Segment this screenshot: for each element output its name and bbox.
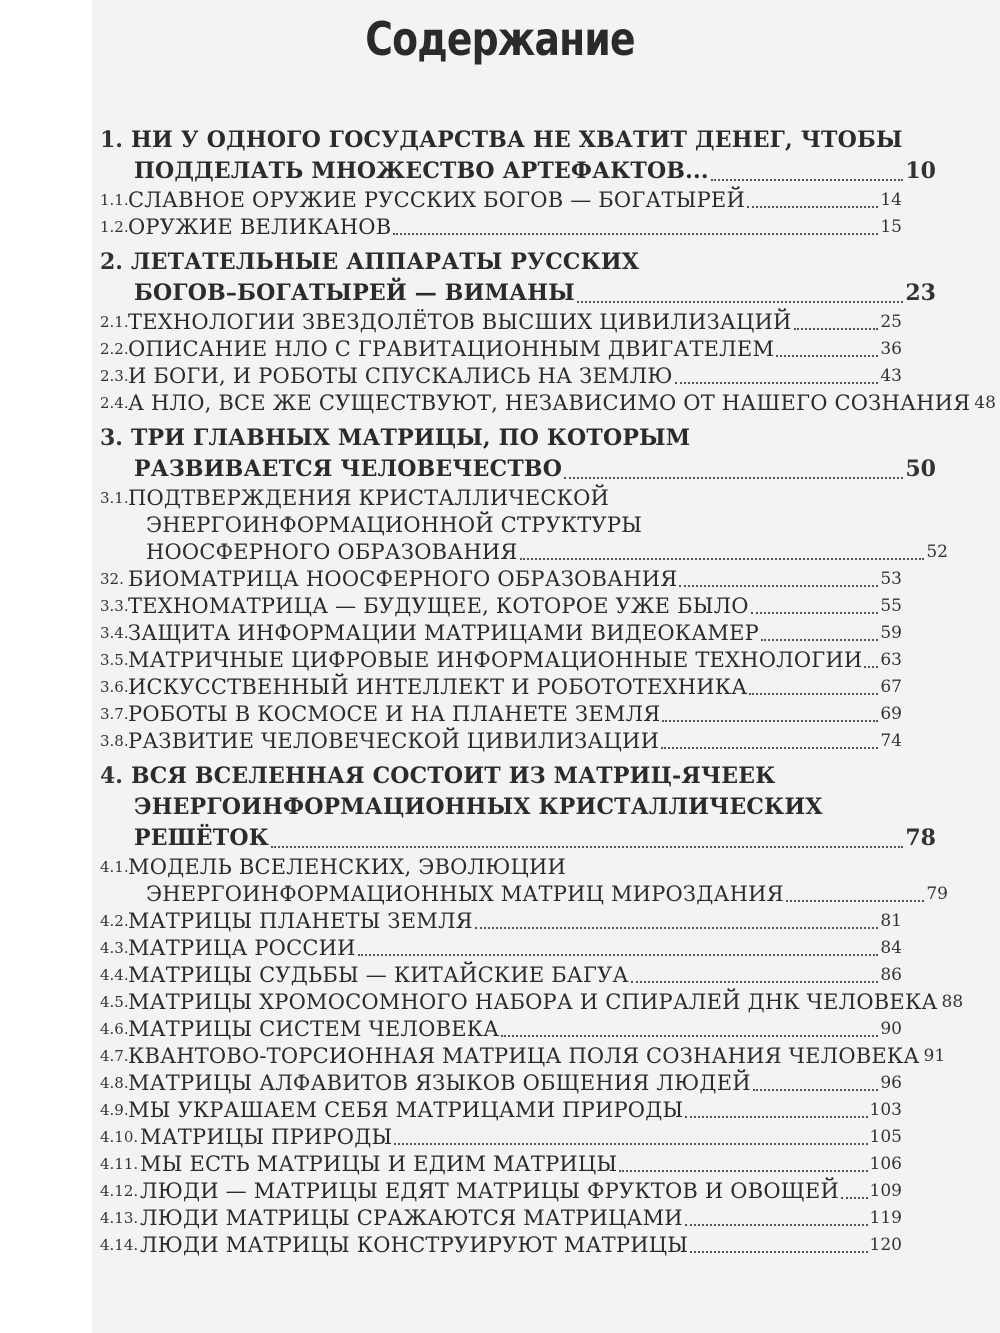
toc-title: ЛЕТАТЕЛЬНЫЕ АППАРАТЫ РУССКИХ	[130, 249, 640, 275]
toc-number: 4.11.	[100, 1155, 139, 1173]
toc-line	[100, 593, 902, 620]
toc-line	[100, 539, 948, 566]
page-title: Содержание	[365, 12, 635, 66]
toc-section[interactable]	[100, 620, 902, 647]
toc-page-number: 69	[880, 704, 902, 724]
dot-leader	[747, 205, 878, 208]
toc-page-number: 96	[880, 1073, 902, 1093]
toc-line	[100, 336, 902, 363]
dot-leader	[631, 980, 879, 983]
toc-page-number: 86	[880, 965, 902, 985]
toc-number: 3.6.	[100, 678, 129, 696]
toc-section[interactable]	[100, 1151, 902, 1178]
toc-page-number: 48	[974, 393, 996, 413]
dot-leader	[619, 1169, 867, 1172]
dot-leader	[679, 584, 878, 587]
toc-title: ОПИСАНИЕ НЛО С ГРАВИТАЦИОННЫМ ДВИГАТЕЛЕМ	[128, 337, 775, 361]
toc-page-number: 109	[869, 1181, 902, 1201]
toc-title: ТРИ ГЛАВНЫХ МАТРИЦЫ, ПО КОТОРЫМ	[130, 425, 691, 451]
toc-page-number: 105	[869, 1127, 902, 1147]
toc-section[interactable]	[100, 701, 902, 728]
toc-page-number: 43	[880, 366, 902, 386]
toc-title: МАТРИЦЫ АЛФАВИТОВ ЯЗЫКОВ ОБЩЕНИЯ ЛЮДЕЙ	[128, 1071, 751, 1095]
toc-line	[100, 1232, 902, 1259]
toc-title: РОБОТЫ В КОСМОСЕ И НА ПЛАНЕТЕ ЗЕМЛЯ	[128, 702, 661, 726]
toc-section[interactable]	[100, 1043, 946, 1070]
toc-title: МАТРИЦЫ СИСТЕМ ЧЕЛОВЕКА	[128, 1017, 500, 1041]
toc-title: КВАНТОВО-ТОРСИОННАЯ МАТРИЦА ПОЛЯ СОЗНАНИЯ ЧЕЛОВЕКА	[128, 1044, 920, 1068]
toc-title: МАТРИЦЫ ХРОМОСОМНОГО НАБОРА И СПИРАЛЕЙ ДНК ЧЕЛОВЕКА	[128, 990, 938, 1014]
toc-line	[100, 989, 964, 1016]
toc-number: 1.1.	[100, 191, 129, 209]
toc-line	[100, 620, 902, 647]
toc-line	[100, 908, 902, 935]
toc-page-number: 10	[905, 158, 936, 184]
toc-chapter[interactable]	[100, 247, 936, 309]
toc-title: ТЕХНОМАТРИЦА — БУДУЩЕЕ, КОТОРОЕ УЖЕ БЫЛО	[128, 594, 749, 618]
toc-page-number: 90	[880, 1019, 902, 1039]
toc-line	[100, 156, 936, 187]
toc-title: ВСЯ ВСЕЛЕННАЯ СОСТОИТ ИЗ МАТРИЦ-ЯЧЕЕК	[130, 763, 776, 789]
dot-leader	[501, 1034, 878, 1037]
toc-title: БИОМАТРИЦА НООСФЕРНОГО ОБРАЗОВАНИЯ	[128, 567, 678, 591]
toc-title: МОДЕЛЬ ВСЕЛЕНСКИХ, ЭВОЛЮЦИИ	[128, 855, 567, 879]
toc-title: РАЗВИТИЕ ЧЕЛОВЕЧЕСКОЙ ЦИВИЛИЗАЦИИ	[128, 729, 660, 753]
toc-number: 4.5.	[100, 993, 129, 1011]
toc-title: МЫ УКРАШАЕМ СЕБЯ МАТРИЦАМИ ПРИРОДЫ	[128, 1098, 684, 1122]
toc-line	[100, 823, 936, 854]
toc-section[interactable]	[100, 962, 902, 989]
toc-line	[100, 1151, 902, 1178]
toc-line	[100, 1178, 902, 1205]
toc-title: РАЗВИВАЕТСЯ ЧЕЛОВЕЧЕСТВО	[134, 456, 563, 482]
toc-page-number: 53	[880, 569, 902, 589]
dot-leader	[841, 1196, 868, 1199]
toc-section[interactable]	[100, 908, 902, 935]
toc-section[interactable]	[100, 1178, 902, 1205]
dot-leader	[753, 1088, 879, 1091]
toc-number: 4.3.	[100, 939, 129, 957]
toc-line	[100, 728, 902, 755]
dot-leader	[761, 638, 878, 641]
toc-title: ТЕХНОЛОГИИ ЗВЕЗДОЛЁТОВ ВЫСШИХ ЦИВИЛИЗАЦИЙ	[128, 310, 792, 334]
toc-title: МАТРИЦА РОССИИ	[128, 936, 356, 960]
toc-section[interactable]	[100, 363, 902, 390]
toc-section[interactable]	[100, 214, 902, 241]
toc-title: НИ У ОДНОГО ГОСУДАРСТВА НЕ ХВАТИТ ДЕНЕГ, ЧТОБЫ	[130, 127, 903, 153]
toc-title: ЭНЕРГОИНФОРМАЦИОННОЙ СТРУКТУРЫ	[146, 513, 643, 537]
dot-leader	[475, 926, 879, 929]
toc-section[interactable]	[100, 1070, 902, 1097]
toc-line	[100, 309, 902, 336]
toc-page-number: 50	[905, 456, 936, 482]
toc-number: 2.4.	[100, 394, 129, 412]
toc-number: 3.	[100, 425, 123, 451]
toc-title: ЛЮДИ МАТРИЦЫ СРАЖАЮТСЯ МАТРИЦАМИ	[140, 1206, 683, 1230]
toc-line	[100, 1205, 902, 1232]
toc-section[interactable]	[100, 1097, 902, 1124]
toc-number: 4.7.	[100, 1047, 129, 1065]
dot-leader	[786, 899, 925, 902]
dot-leader	[864, 665, 878, 668]
toc-line	[100, 566, 902, 593]
toc-line	[100, 125, 902, 156]
toc-section[interactable]	[100, 336, 902, 363]
toc-number: 1.	[100, 127, 123, 153]
toc-section[interactable]	[100, 854, 948, 908]
toc-page-number: 79	[926, 884, 948, 904]
toc-line	[100, 214, 902, 241]
toc-page-number: 55	[880, 596, 902, 616]
toc-section[interactable]	[100, 935, 902, 962]
toc-title: ОРУЖИЕ ВЕЛИКАНОВ	[128, 215, 392, 239]
toc-title: МЫ ЕСТЬ МАТРИЦЫ И ЕДИМ МАТРИЦЫ	[140, 1152, 618, 1176]
toc-section[interactable]	[100, 1016, 902, 1043]
table-of-contents	[100, 125, 996, 1259]
toc-line	[100, 187, 902, 214]
toc-line	[100, 792, 936, 823]
toc-title: ИСКУССТВЕННЫЙ ИНТЕЛЛЕКТ И РОБОТОТЕХНИКА	[128, 675, 748, 699]
toc-number: 3.5.	[100, 651, 129, 669]
toc-page-number: 84	[880, 938, 902, 958]
dot-leader	[675, 381, 879, 384]
toc-page-number: 36	[880, 339, 902, 359]
dot-leader	[394, 1142, 867, 1145]
toc-section[interactable]	[100, 390, 996, 417]
toc-number: 4.6.	[100, 1020, 129, 1038]
toc-title: ЛЮДИ — МАТРИЦЫ ЕДЯТ МАТРИЦЫ ФРУКТОВ И ОВОЩЕЙ	[140, 1179, 839, 1203]
toc-page-number: 119	[869, 1208, 902, 1228]
toc-page-number: 14	[880, 190, 902, 210]
toc-page-number: 23	[905, 280, 936, 306]
toc-page-number: 103	[869, 1100, 902, 1120]
dot-leader	[520, 557, 925, 560]
toc-number: 4.13.	[100, 1209, 139, 1227]
toc-line	[100, 881, 948, 908]
dot-leader	[690, 1250, 867, 1253]
toc-line	[100, 278, 936, 309]
toc-title: МАТРИЧНЫЕ ЦИФРОВЫЕ ИНФОРМАЦИОННЫЕ ТЕХНОЛОГИИ	[128, 648, 863, 672]
toc-title: МАТРИЦЫ ПЛАНЕТЫ ЗЕМЛЯ	[128, 909, 473, 933]
toc-section[interactable]	[100, 1205, 902, 1232]
dot-leader	[661, 746, 878, 749]
toc-title: СЛАВНОЕ ОРУЖИЕ РУССКИХ БОГОВ — БОГАТЫРЕЙ	[128, 188, 745, 212]
toc-number: 1.2.	[100, 218, 129, 236]
toc-line	[100, 761, 902, 792]
toc-chapter[interactable]	[100, 125, 936, 187]
toc-line	[100, 1016, 902, 1043]
toc-title: ЛЮДИ МАТРИЦЫ КОНСТРУИРУЮТ МАТРИЦЫ	[140, 1233, 689, 1257]
toc-line	[100, 247, 902, 278]
toc-title: ЭНЕРГОИНФОРМАЦИОННЫХ КРИСТАЛЛИЧЕСКИХ	[134, 794, 823, 820]
toc-title: БОГОВ–БОГАТЫРЕЙ — ВИМАНЫ	[134, 280, 575, 306]
toc-page-number: 52	[926, 542, 948, 562]
toc-line	[100, 423, 902, 454]
toc-number: 4.1.	[100, 858, 129, 876]
toc-line	[100, 485, 902, 512]
toc-number: 3.7.	[100, 705, 129, 723]
toc-number: 3.8.	[100, 732, 129, 750]
toc-section[interactable]	[100, 1232, 902, 1259]
toc-section[interactable]	[100, 1124, 902, 1151]
toc-line	[100, 647, 902, 674]
toc-chapter[interactable]	[100, 761, 936, 854]
toc-number: 4.8.	[100, 1074, 129, 1092]
dot-leader	[271, 845, 903, 848]
toc-title: МАТРИЦЫ СУДЬБЫ — КИТАЙСКИЕ БАГУА	[128, 963, 629, 987]
toc-page-number: 106	[869, 1154, 902, 1174]
toc-number: 2.3.	[100, 367, 129, 385]
toc-section[interactable]	[100, 647, 902, 674]
toc-section[interactable]	[100, 309, 902, 336]
toc-title: ПОДДЕЛАТЬ МНОЖЕСТВО АРТЕФАКТОВ...	[134, 158, 709, 184]
toc-section[interactable]	[100, 674, 902, 701]
dot-leader	[794, 327, 879, 330]
toc-number: 4.9.	[100, 1101, 129, 1119]
toc-line	[100, 1043, 946, 1070]
toc-line	[100, 962, 902, 989]
toc-line	[100, 1070, 902, 1097]
toc-section[interactable]	[100, 187, 902, 214]
toc-line	[100, 390, 996, 417]
dot-leader	[685, 1115, 867, 1118]
toc-number: 4.2.	[100, 912, 129, 930]
toc-section[interactable]	[100, 593, 902, 620]
toc-title: МАТРИЦЫ ПРИРОДЫ	[140, 1125, 393, 1149]
dot-leader	[564, 476, 903, 479]
toc-line	[100, 674, 902, 701]
toc-line	[100, 701, 902, 728]
dot-leader	[685, 1223, 868, 1226]
dot-leader	[577, 300, 903, 303]
toc-page-number: 63	[880, 650, 902, 670]
dot-leader	[711, 178, 904, 181]
toc-line	[100, 363, 902, 390]
toc-line	[100, 454, 936, 485]
toc-chapter[interactable]	[100, 423, 936, 485]
toc-number: 2.	[100, 249, 123, 275]
toc-line	[100, 512, 948, 539]
toc-page-number: 78	[905, 825, 936, 851]
toc-number: 32.	[100, 570, 124, 588]
toc-page-number: 88	[941, 992, 964, 1012]
toc-title: А НЛО, ВСЕ ЖЕ СУЩЕСТВУЮТ, НЕЗАВИСИМО ОТ НАШЕГО СОЗНАНИЯ	[128, 391, 971, 415]
toc-title: ПОДТВЕРЖДЕНИЯ КРИСТАЛЛИЧЕСКОЙ	[128, 486, 610, 510]
toc-number: 3.3.	[100, 597, 129, 615]
dot-leader	[749, 692, 878, 695]
toc-number: 3.4.	[100, 624, 129, 642]
toc-number: 3.1.	[100, 489, 129, 507]
toc-line	[100, 1097, 902, 1124]
toc-number: 4.	[100, 763, 123, 789]
dot-leader	[776, 354, 878, 357]
toc-page-number: 15	[880, 217, 902, 237]
toc-page-number: 59	[880, 623, 902, 643]
toc-number: 4.12.	[100, 1182, 139, 1200]
toc-title: ЭНЕРГОИНФОРМАЦИОННЫХ МАТРИЦ МИРОЗДАНИЯ	[146, 882, 784, 906]
toc-number: 4.14.	[100, 1236, 139, 1254]
toc-section[interactable]	[100, 728, 902, 755]
toc-number: 4.4.	[100, 966, 129, 984]
toc-section[interactable]	[100, 989, 964, 1016]
toc-page-number: 74	[880, 731, 902, 751]
toc-title: И БОГИ, И РОБОТЫ СПУСКАЛИСЬ НА ЗЕМЛЮ	[128, 364, 673, 388]
toc-page-number: 81	[880, 911, 902, 931]
toc-section[interactable]	[100, 485, 948, 566]
toc-page-number: 67	[880, 677, 902, 697]
toc-line	[100, 1124, 902, 1151]
toc-number: 2.2.	[100, 340, 129, 358]
dot-leader	[358, 953, 879, 956]
dot-leader	[393, 232, 878, 235]
toc-title: ЗАЩИТА ИНФОРМАЦИИ МАТРИЦАМИ ВИДЕОКАМЕР	[128, 621, 759, 645]
toc-page-number: 91	[923, 1046, 946, 1066]
dot-leader	[751, 611, 879, 614]
toc-line	[100, 935, 902, 962]
toc-page-number: 120	[869, 1235, 902, 1255]
toc-page-number: 25	[880, 312, 902, 332]
toc-line	[100, 854, 902, 881]
dot-leader	[662, 719, 878, 722]
toc-number: 2.1.	[100, 313, 129, 331]
left-margin	[0, 0, 92, 1333]
toc-title: НООСФЕРНОГО ОБРАЗОВАНИЯ	[146, 540, 518, 564]
toc-title: РЕШЁТОК	[134, 825, 269, 851]
toc-number: 4.10.	[100, 1128, 139, 1146]
toc-section[interactable]	[100, 566, 902, 593]
